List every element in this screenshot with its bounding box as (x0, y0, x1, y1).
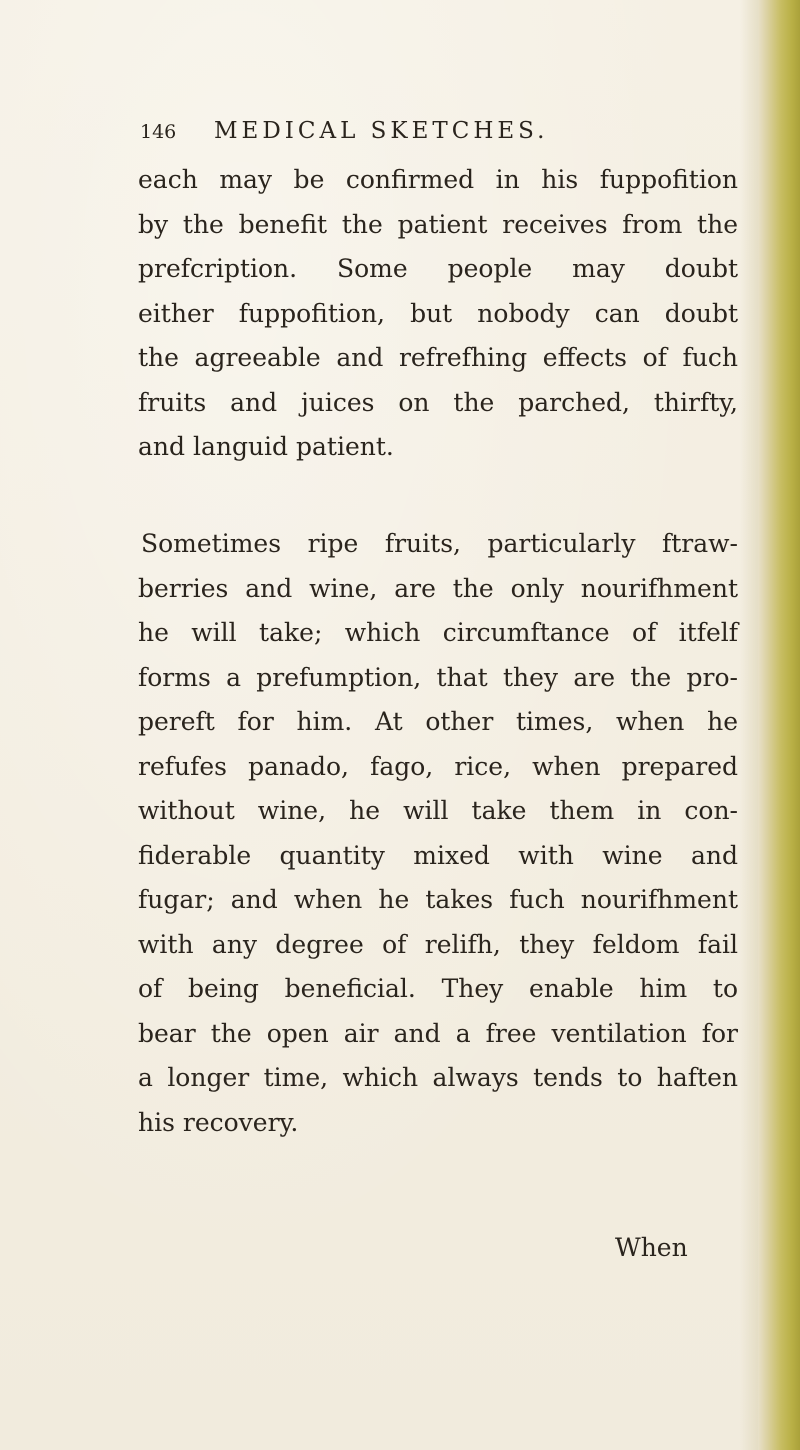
text-line: his recovery. (138, 1107, 299, 1137)
text-line: by the benefit the patient receives from the (138, 209, 738, 239)
text-line: berries and wine, are the only nourifhment (138, 573, 738, 603)
text-line: with any degree of relifh, they feldom fail (138, 929, 738, 959)
text-line: fruits and juices on the parched, thirfty, (138, 387, 738, 417)
text-line: he will take; which circumftance of itfelf (138, 618, 738, 647)
text-line: without wine, he will take them in con- (138, 796, 738, 825)
text-line: each may be confirmed in his fuppofition (138, 165, 738, 194)
text-line: fiderable quantity mixed with wine and (138, 840, 738, 870)
text-line: prefcription. Some people may doubt (138, 254, 738, 283)
page-gutter-shadow (740, 0, 758, 1450)
text-line: the agreeable and refrefhing effects of fuch (138, 343, 738, 372)
text-line: either fuppofition, but nobody can doubt (138, 298, 738, 328)
text-line: forms a prefumption, that they are the pro- (138, 662, 738, 692)
running-head: MEDICAL SKETCHES. (214, 118, 549, 144)
text-line: refufes panado, fago, rice, when prepared (138, 751, 738, 781)
text-line: pereft for him. At other times, when he (138, 707, 738, 736)
page-edge (758, 0, 800, 1450)
page-number: 146 (140, 121, 177, 143)
text-line: and languid patient. (138, 432, 394, 461)
paragraph-1 (138, 158, 738, 470)
text-line: fugar; and when he takes fuch nourifhment (138, 885, 738, 914)
text-line: of being beneficial. They enable him to (138, 974, 738, 1003)
paragraph-2 (138, 522, 738, 1145)
text-line: a longer time, which always tends to haften (138, 1063, 738, 1092)
text-line: bear the open air and a free ventilation for (138, 1018, 738, 1048)
text-line: Sometimes ripe fruits, particularly ftraw- (141, 529, 738, 558)
catchword: When (615, 1233, 688, 1262)
